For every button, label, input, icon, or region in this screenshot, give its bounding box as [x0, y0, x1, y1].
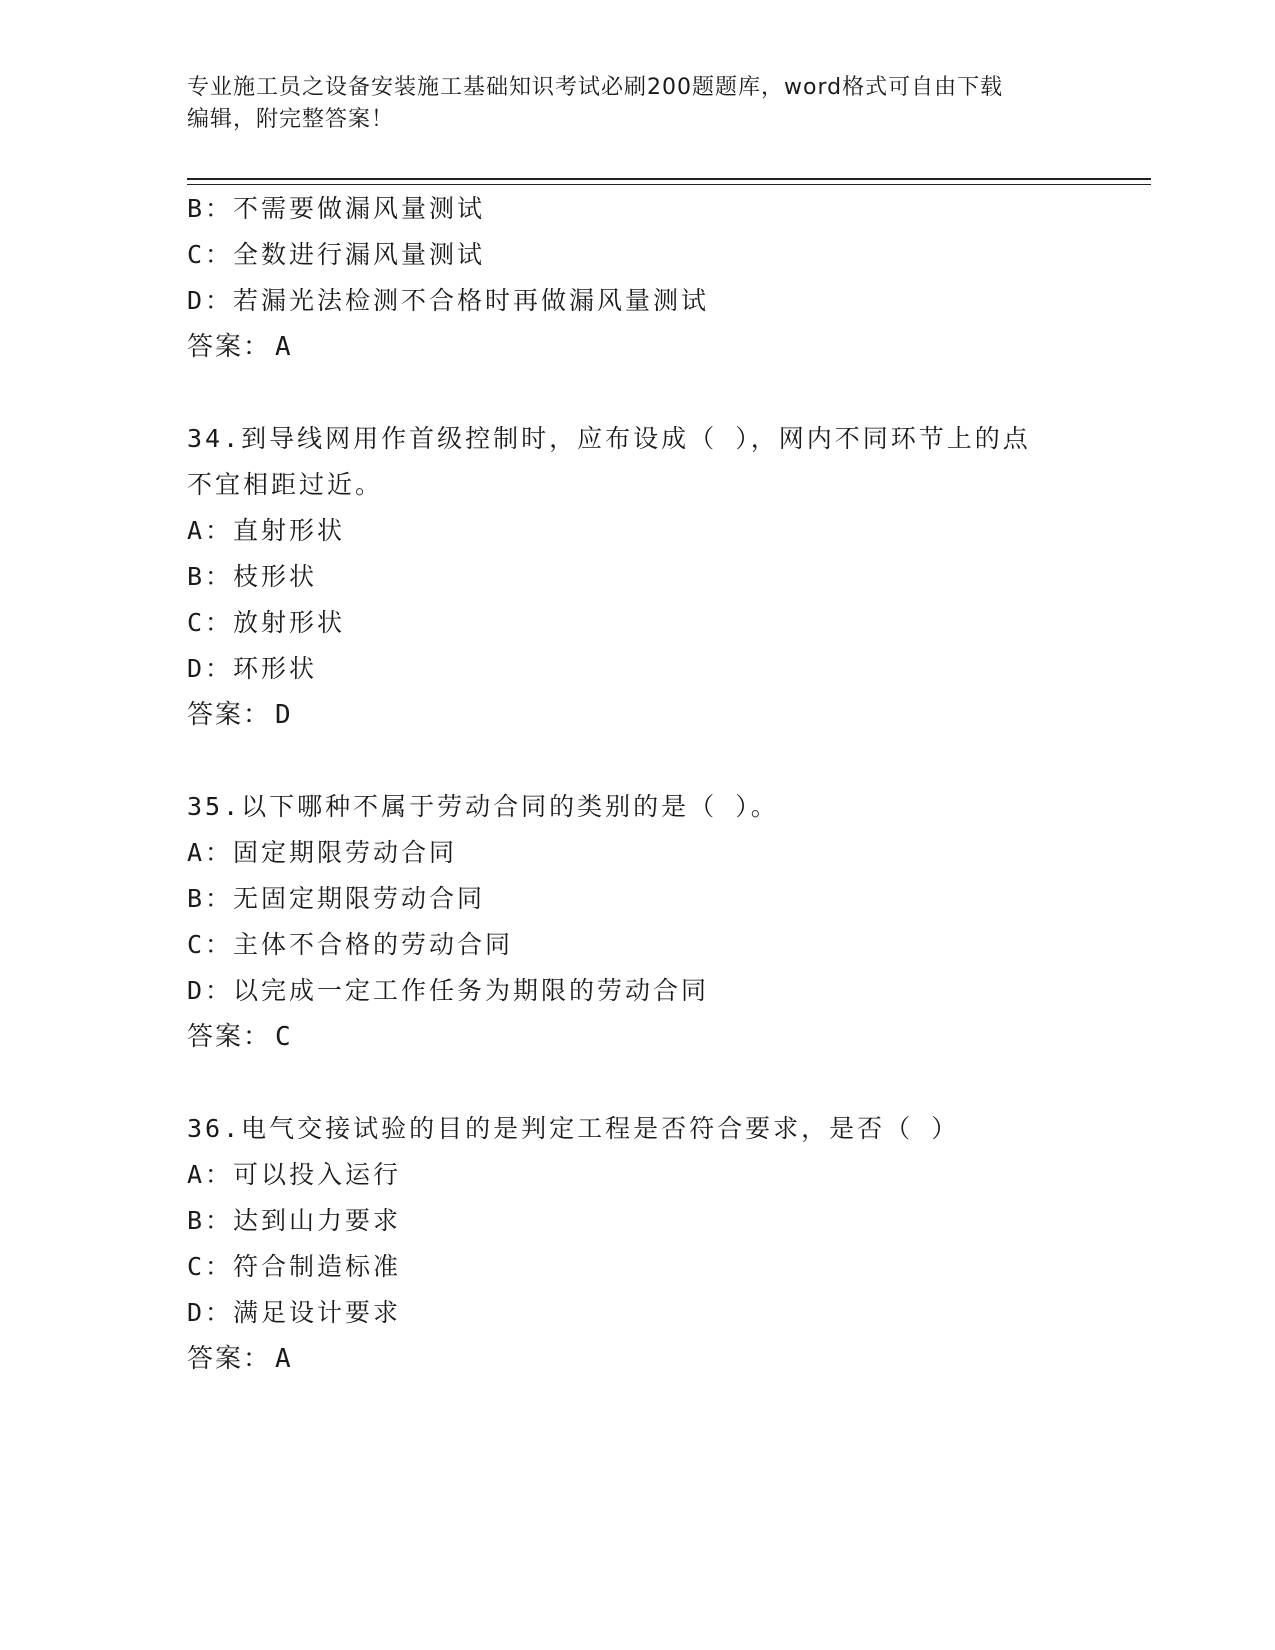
- answer-label: 答案：: [187, 332, 272, 362]
- option-a: A：固定期限劳动合同: [187, 838, 458, 867]
- question-stem: 35.以下哪种不属于劳动合同的类别的是（ ）。: [187, 792, 779, 821]
- answer-label: 答案：: [187, 1022, 272, 1052]
- option-c: C：全数进行漏风量测试: [187, 240, 486, 269]
- question-stem: 34.到导线网用作首级控制时，应布设成（ ），网内不同环节上的点: [187, 424, 1031, 453]
- answer-line: [187, 324, 1087, 370]
- answer-value: C: [275, 1022, 293, 1052]
- prev-question-block: [187, 186, 1087, 370]
- option-d: D：以完成一定工作任务为期限的劳动合同: [187, 976, 710, 1005]
- option-c: C：符合制造标准: [187, 1252, 402, 1281]
- document-header: [187, 72, 1067, 136]
- answer-label: 答案：: [187, 1344, 272, 1374]
- header-rule-thick: [187, 178, 1151, 180]
- question-block-36: [187, 1106, 1087, 1382]
- answer-label: 答案：: [187, 700, 272, 730]
- header-rule-thin: [187, 184, 1151, 185]
- question-stem: 36.电气交接试验的目的是判定工程是否符合要求，是否（ ）: [187, 1114, 960, 1143]
- question-block-34: [187, 416, 1087, 738]
- answer-value: D: [275, 700, 293, 730]
- spacer: [187, 370, 1087, 416]
- answer-line: [187, 1336, 1087, 1382]
- answer-value: A: [275, 1344, 293, 1374]
- question-stem-cont: 不宜相距过近。: [187, 470, 384, 499]
- question-block-35: [187, 784, 1087, 1060]
- spacer: [187, 738, 1087, 784]
- option-d: D：环形状: [187, 654, 318, 683]
- document-body: [187, 186, 1087, 1382]
- answer-line: [187, 692, 1087, 738]
- option-c: C：主体不合格的劳动合同: [187, 930, 514, 959]
- answer-line: [187, 1014, 1087, 1060]
- option-a: A：直射形状: [187, 516, 346, 545]
- option-b: B：达到山力要求: [187, 1206, 402, 1235]
- option-b: B：枝形状: [187, 562, 318, 591]
- option-b: B：无固定期限劳动合同: [187, 884, 486, 913]
- spacer: [187, 1060, 1087, 1106]
- header-line-1: 专业施工员之设备安装施工基础知识考试必刷200题题库，word格式可自由下载: [187, 75, 1004, 100]
- option-a: A：可以投入运行: [187, 1160, 402, 1189]
- option-c: C：放射形状: [187, 608, 346, 637]
- header-line-2: 编辑，附完整答案！: [187, 107, 395, 132]
- option-d: D：若漏光法检测不合格时再做漏风量测试: [187, 286, 710, 315]
- option-d: D：满足设计要求: [187, 1298, 402, 1327]
- answer-value: A: [275, 332, 293, 362]
- option-b: B：不需要做漏风量测试: [187, 194, 486, 223]
